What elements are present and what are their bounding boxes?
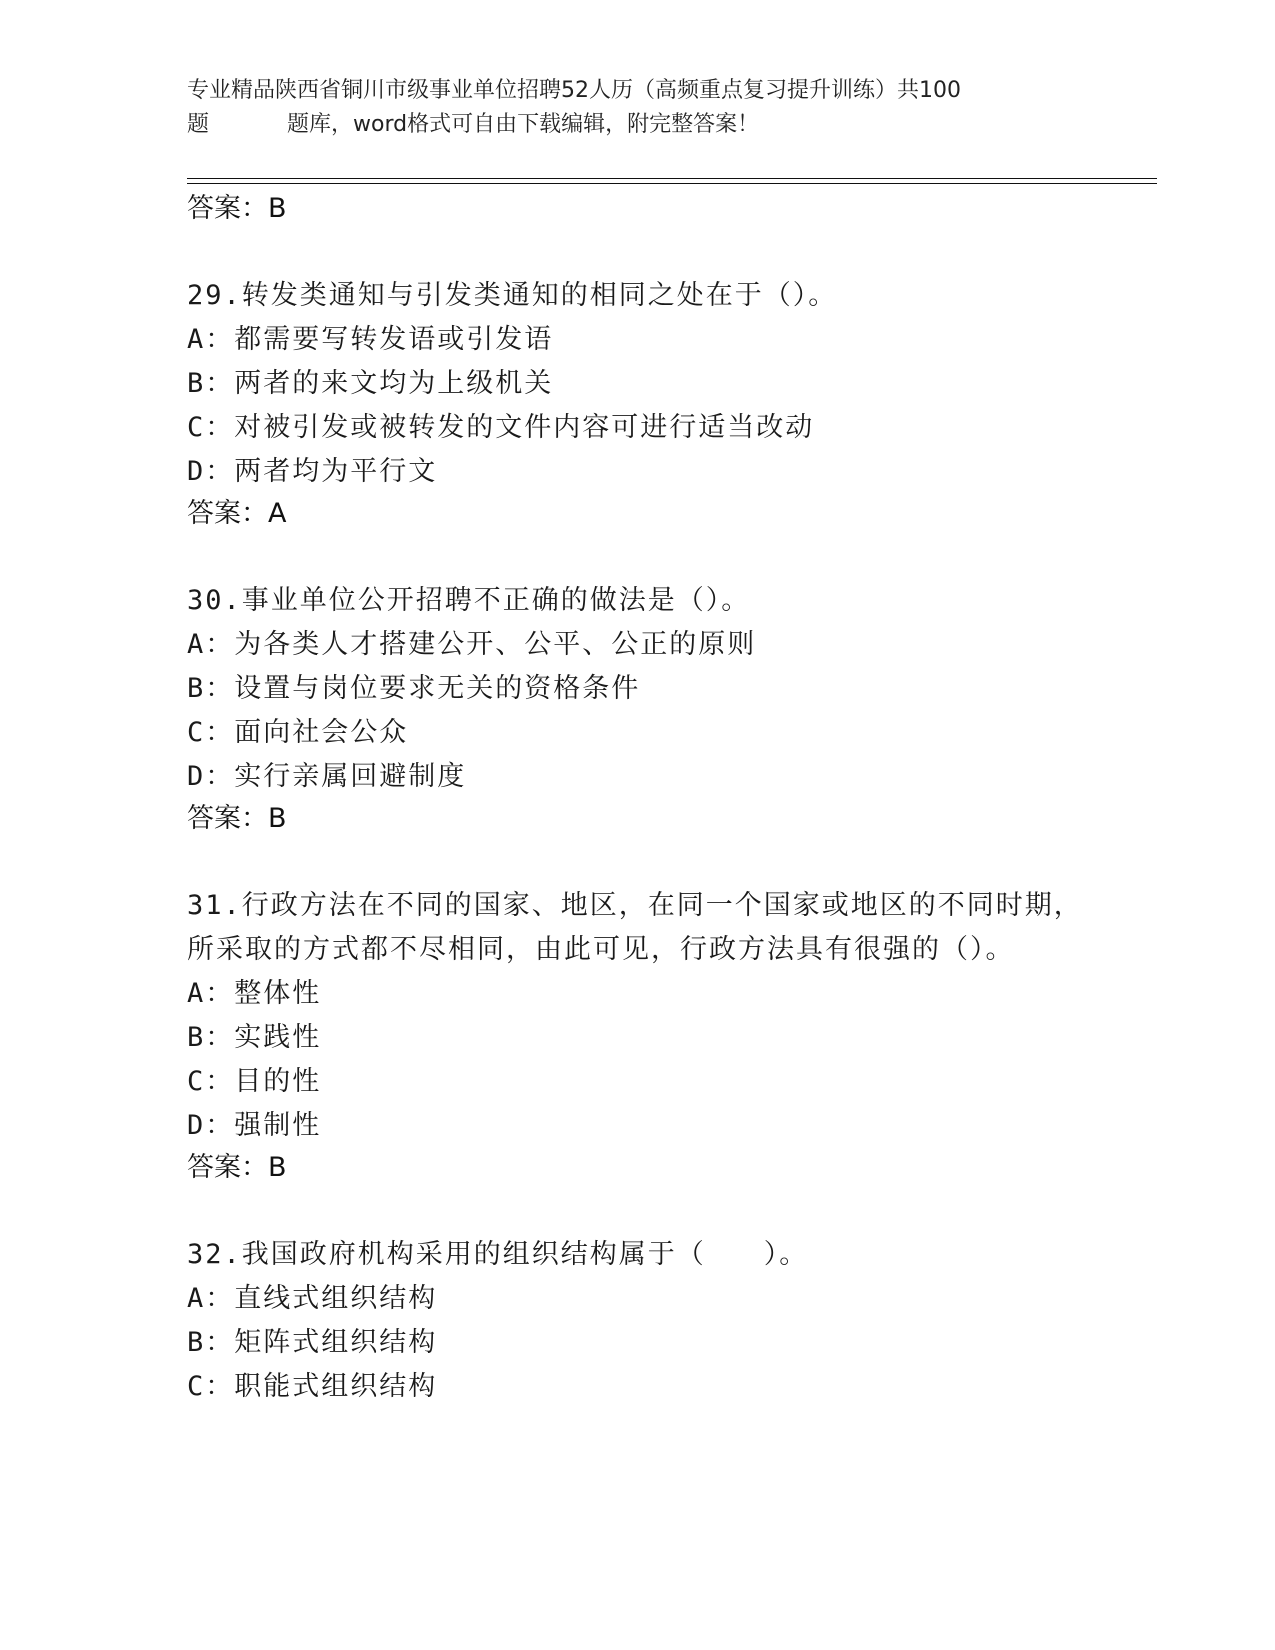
question-31-option-d: D：强制性 — [187, 1110, 322, 1141]
header-divider — [187, 178, 1157, 184]
question-30-answer: 答案：B — [187, 803, 287, 834]
question-29-option-b: B：两者的来文均为上级机关 — [187, 368, 554, 399]
question-30-option-a: A：为各类人才搭建公开、公平、公正的原则 — [187, 629, 757, 660]
question-31-option-a: A：整体性 — [187, 978, 322, 1009]
question-31-answer: 答案：B — [187, 1152, 287, 1183]
question-30-option-d: D：实行亲属回避制度 — [187, 761, 467, 792]
question-29-stem: 29.转发类通知与引发类通知的相同之处在于（）。 — [187, 280, 838, 311]
question-30-stem: 30.事业单位公开招聘不正确的做法是（）。 — [187, 585, 751, 616]
answer-previous: 答案：B — [187, 193, 287, 224]
question-30-option-b: B：设置与岗位要求无关的资格条件 — [187, 673, 641, 704]
header-line2-left: 题 — [187, 112, 210, 137]
question-29-option-a: A：都需要写转发语或引发语 — [187, 324, 554, 355]
question-30-option-c: C：面向社会公众 — [187, 717, 409, 748]
question-31-option-b: B：实践性 — [187, 1022, 322, 1053]
question-29-answer: 答案：A — [187, 498, 287, 529]
question-32-option-a: A：直线式组织结构 — [187, 1283, 438, 1314]
question-31-stem-line2: 所采取的方式都不尽相同，由此可见，行政方法具有很强的（）。 — [187, 934, 1015, 965]
question-29-option-d: D：两者均为平行文 — [187, 456, 438, 487]
question-32-option-b: B：矩阵式组织结构 — [187, 1327, 438, 1358]
question-31-stem-line1: 31.行政方法在不同的国家、地区，在同一个国家或地区的不同时期， — [187, 890, 1083, 921]
header-line2-right: 题库，word格式可自由下载编辑，附完整答案！ — [287, 112, 760, 137]
document-header — [187, 74, 1087, 142]
header-title-line2 — [187, 108, 1087, 142]
question-32-option-c: C：职能式组织结构 — [187, 1371, 438, 1402]
question-31-option-c: C：目的性 — [187, 1066, 322, 1097]
question-29-option-c: C：对被引发或被转发的文件内容可进行适当改动 — [187, 412, 815, 443]
header-title-line1: 专业精品陕西省铜川市级事业单位招聘52人历（高频重点复习提升训练）共100 — [187, 78, 961, 103]
question-32-stem: 32.我国政府机构采用的组织结构属于（ ）。 — [187, 1239, 809, 1270]
